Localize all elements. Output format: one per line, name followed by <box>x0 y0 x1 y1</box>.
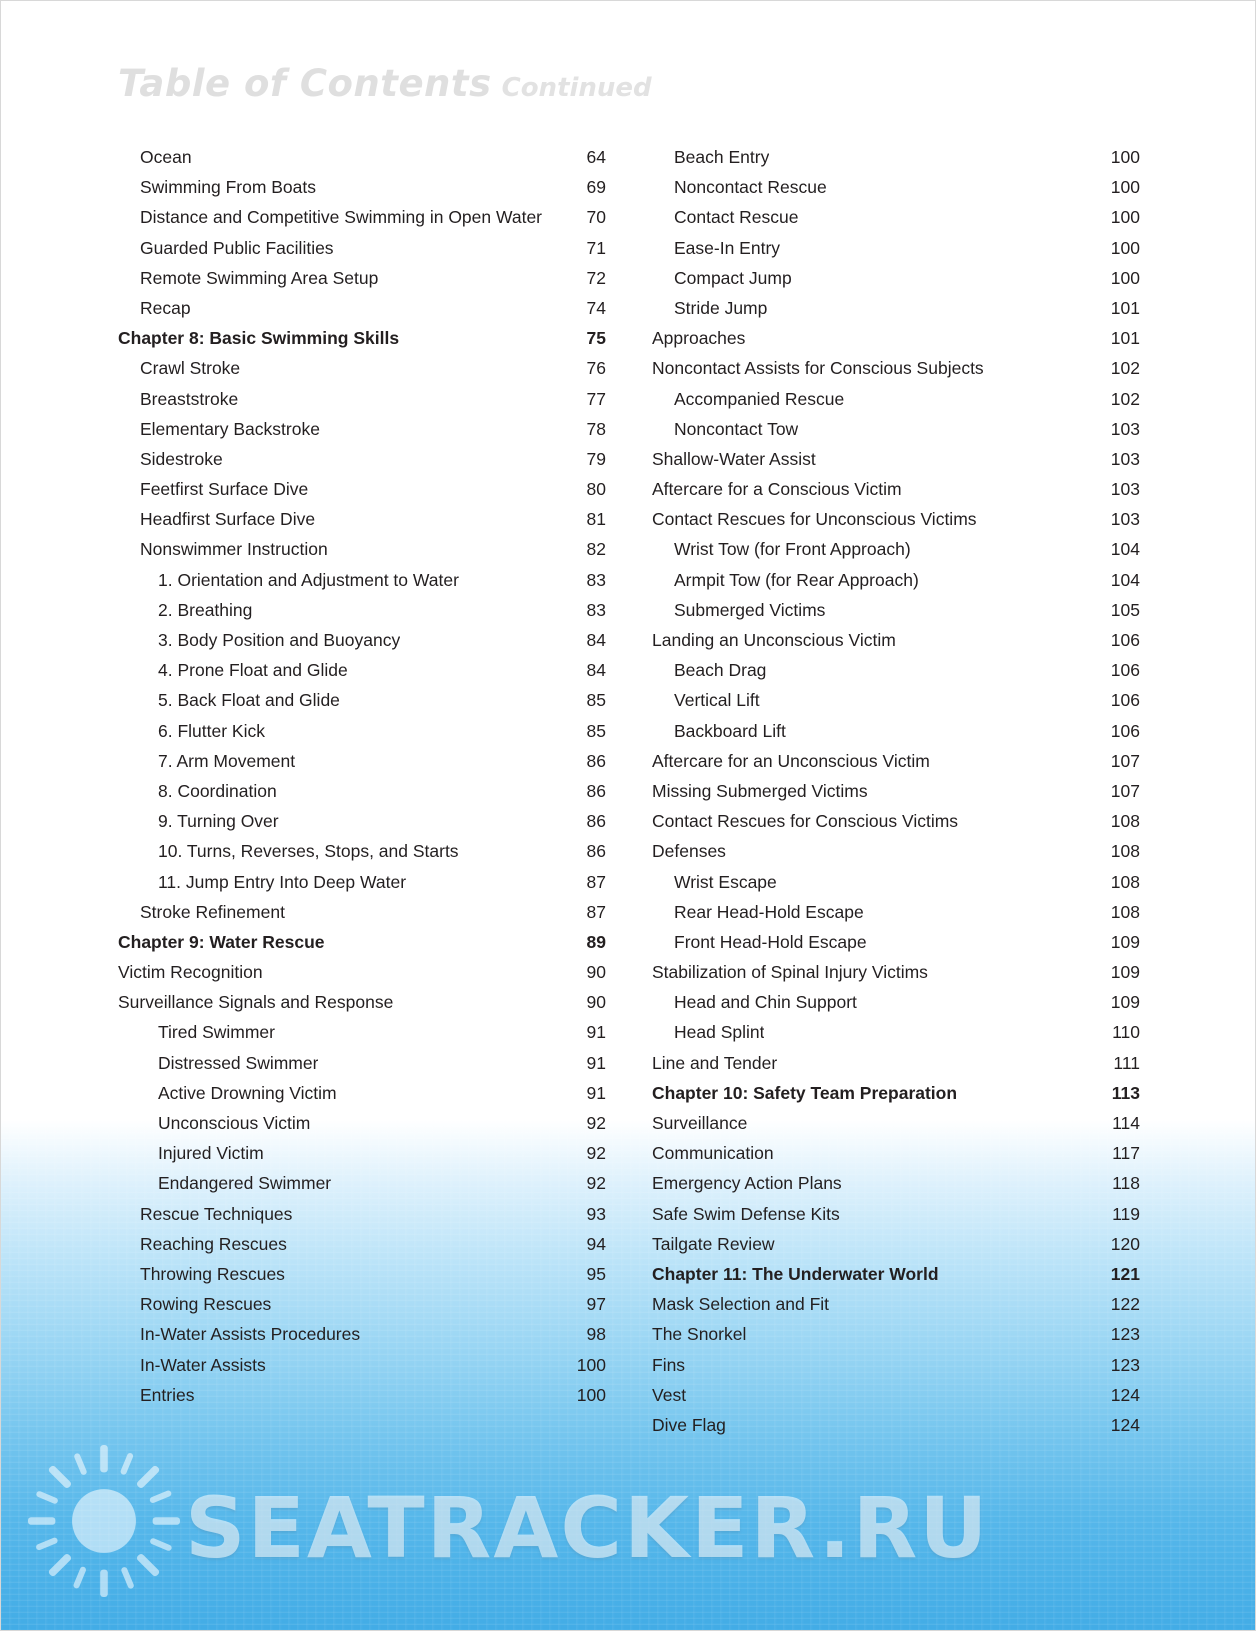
toc-entry-label: Stroke Refinement <box>140 901 285 922</box>
toc-entry-page-number: 84 <box>586 660 606 681</box>
toc-entry-page-number: 108 <box>1110 841 1140 862</box>
toc-entry-page-number: 87 <box>586 901 606 922</box>
toc-entry-row[interactable] <box>652 504 1140 534</box>
toc-entry-page-number: 111 <box>1113 1052 1140 1073</box>
toc-entry-page-number: 95 <box>586 1263 606 1284</box>
watermark-text: SEATRACKER.RU <box>185 1479 990 1577</box>
toc-entry-label: Noncontact Assists for Conscious Subjects <box>652 358 984 379</box>
toc-entry-row[interactable] <box>118 504 606 534</box>
toc-entry-row[interactable] <box>652 806 1140 836</box>
toc-entry-page-number: 120 <box>1110 1233 1140 1254</box>
toc-entry-page-number: 123 <box>1110 1354 1140 1375</box>
toc-entry-label: 10. Turns, Reverses, Stops, and Starts <box>158 841 459 862</box>
toc-entry-page-number: 98 <box>586 1324 606 1345</box>
toc-entry-row[interactable] <box>652 897 1140 927</box>
toc-entry-row[interactable] <box>652 172 1140 202</box>
toc-entry-page-number: 85 <box>586 690 606 711</box>
toc-entry-label: Stabilization of Spinal Injury Victims <box>652 962 928 983</box>
toc-entry-row[interactable] <box>118 1289 606 1319</box>
toc-entry-label: Beach Entry <box>674 147 770 167</box>
toc-entry-label: Elementary Backstroke <box>140 418 320 439</box>
toc-entry-page-number: 101 <box>1110 297 1140 318</box>
toc-entry-row[interactable] <box>118 534 606 564</box>
toc-entry-row[interactable] <box>118 474 606 504</box>
toc-entry-page-number: 92 <box>586 1143 606 1164</box>
toc-entry-row[interactable] <box>652 1410 1140 1440</box>
toc-entry-row[interactable] <box>118 836 606 866</box>
toc-entry-label: 9. Turning Over <box>158 811 279 832</box>
toc-entry-row[interactable] <box>118 655 606 685</box>
toc-entry-page-number: 106 <box>1110 630 1140 650</box>
toc-entry-row[interactable] <box>652 987 1140 1017</box>
toc-entry-label: Front Head-Hold Escape <box>674 931 867 952</box>
toc-entry-row[interactable] <box>118 1199 606 1229</box>
toc-entry-row[interactable] <box>652 1108 1140 1138</box>
toc-entry-label: Rowing Rescues <box>140 1294 272 1315</box>
toc-entry-page-number: 107 <box>1110 750 1140 771</box>
toc-entry-page-number: 100 <box>576 1354 606 1375</box>
toc-entry-page-number: 114 <box>1112 1113 1140 1133</box>
toc-entry-label: Wrist Tow (for Front Approach) <box>674 539 911 560</box>
toc-columns <box>118 142 1140 1440</box>
toc-entry-page-number: 119 <box>1112 1203 1140 1224</box>
toc-entry-page-number: 103 <box>1110 509 1140 530</box>
toc-entry-label: Communication <box>652 1143 774 1164</box>
toc-entry-label: Guarded Public Facilities <box>140 237 334 258</box>
toc-entry-label: Fins <box>652 1354 686 1375</box>
toc-entry-page-number: 81 <box>586 509 606 530</box>
toc-entry-label: Rear Head-Hold Escape <box>674 901 864 922</box>
toc-entry-label: Wrist Escape <box>674 871 777 892</box>
toc-entry-label: Chapter 8: Basic Swimming Skills <box>118 328 400 349</box>
toc-entry-label: Breaststroke <box>140 388 239 409</box>
page-header <box>118 62 652 105</box>
toc-entry-label: Chapter 9: Water Rescue <box>118 931 325 952</box>
toc-entry-page-number: 86 <box>586 811 606 832</box>
toc-entry-label: 3. Body Position and Buoyancy <box>158 630 401 650</box>
toc-entry-row[interactable] <box>118 1229 606 1259</box>
toc-entry-page-number: 80 <box>586 479 606 500</box>
toc-entry-label: 5. Back Float and Glide <box>158 690 340 711</box>
toc-entry-label: Aftercare for an Unconscious Victim <box>652 750 930 771</box>
toc-entry-label: Headfirst Surface Dive <box>140 509 316 530</box>
toc-entry-label: Recap <box>140 297 191 318</box>
toc-entry-label: Stride Jump <box>674 297 768 318</box>
toc-entry-label: Crawl Stroke <box>140 358 241 379</box>
toc-entry-page-number: 100 <box>1110 177 1140 198</box>
toc-entry-page-number: 78 <box>586 418 606 439</box>
toc-entry-label: Nonswimmer Instruction <box>140 539 328 560</box>
toc-entry-label: Missing Submerged Victims <box>652 780 868 801</box>
toc-entry-label: Approaches <box>652 328 746 349</box>
toc-entry-row[interactable] <box>652 927 1140 957</box>
toc-entry-page-number: 106 <box>1110 660 1140 681</box>
toc-entry-label: Distressed Swimmer <box>158 1052 319 1073</box>
toc-entry-label: Beach Drag <box>674 660 767 681</box>
toc-entry-label: Accompanied Rescue <box>674 388 845 409</box>
toc-entry-label: Entries <box>140 1384 195 1405</box>
toc-entry-row[interactable] <box>118 716 606 746</box>
toc-entry-row[interactable] <box>118 233 606 263</box>
toc-entry-row[interactable] <box>118 172 606 202</box>
toc-entry-page-number: 109 <box>1110 992 1140 1013</box>
toc-entry-row[interactable] <box>652 595 1140 625</box>
toc-entry-row[interactable] <box>118 444 606 474</box>
toc-entry-page-number: 121 <box>1110 1263 1140 1284</box>
toc-entry-page-number: 92 <box>586 1173 606 1194</box>
toc-entry-page-number: 97 <box>586 1294 606 1315</box>
toc-entry-label: Landing an Unconscious Victim <box>652 630 896 650</box>
toc-entry-row[interactable] <box>118 1259 606 1289</box>
toc-entry-label: Tired Swimmer <box>158 1022 275 1043</box>
toc-entry-row[interactable] <box>118 414 606 444</box>
toc-entry-row[interactable] <box>652 1289 1140 1319</box>
toc-entry-page-number: 102 <box>1110 358 1140 379</box>
toc-entry-page-number: 117 <box>1112 1143 1140 1164</box>
toc-entry-label: 11. Jump Entry Into Deep Water <box>158 871 407 892</box>
toc-entry-row[interactable] <box>652 746 1140 776</box>
toc-entry-page-number: 102 <box>1110 388 1140 409</box>
toc-entry-page-number: 82 <box>586 539 606 560</box>
toc-entry-label: In-Water Assists <box>140 1354 266 1375</box>
toc-entry-label: Active Drowning Victim <box>158 1082 337 1103</box>
toc-entry-page-number: 108 <box>1110 811 1140 832</box>
toc-entry-row[interactable] <box>652 1199 1140 1229</box>
toc-entry-label: Noncontact Tow <box>674 418 799 439</box>
toc-entry-label: Contact Rescues for Unconscious Victims <box>652 509 977 530</box>
toc-entry-label: 8. Coordination <box>158 780 277 801</box>
toc-entry-label: Armpit Tow (for Rear Approach) <box>674 569 919 590</box>
toc-entry-label: Endangered Swimmer <box>158 1173 332 1194</box>
toc-entry-label: Compact Jump <box>674 267 792 288</box>
toc-entry-label: 7. Arm Movement <box>158 750 296 771</box>
toc-entry-page-number: 100 <box>1110 237 1140 258</box>
page-title-continued: Continued <box>501 73 652 103</box>
toc-left-column <box>118 142 606 1440</box>
toc-entry-label: 4. Prone Float and Glide <box>158 660 348 681</box>
toc-entry-page-number: 109 <box>1110 931 1140 952</box>
toc-entry-row[interactable] <box>118 1380 606 1410</box>
toc-entry-page-number: 86 <box>586 841 606 862</box>
toc-entry-label: Backboard Lift <box>674 720 786 741</box>
toc-entry-row[interactable] <box>652 414 1140 444</box>
toc-entry-page-number: 103 <box>1110 479 1140 500</box>
toc-entry-page-number: 113 <box>1111 1082 1140 1103</box>
toc-entry-row[interactable] <box>652 655 1140 685</box>
toc-entry-label: 6. Flutter Kick <box>158 720 265 741</box>
toc-entry-label: Noncontact Rescue <box>674 177 827 198</box>
toc-entry-label: Vest <box>652 1384 687 1405</box>
toc-entry-row[interactable] <box>652 353 1140 383</box>
toc-entry-row[interactable] <box>652 836 1140 866</box>
toc-entry-page-number: 100 <box>1110 207 1140 228</box>
toc-entry-row[interactable] <box>652 202 1140 232</box>
toc-entry-row[interactable] <box>652 1168 1140 1198</box>
toc-entry-row[interactable] <box>652 1017 1140 1047</box>
toc-entry-label: Line and Tender <box>652 1052 778 1073</box>
page-title: Table of Contents <box>118 62 492 105</box>
toc-chapter-row[interactable] <box>118 927 606 957</box>
toc-entry-label: Reaching Rescues <box>140 1233 287 1254</box>
toc-entry-row[interactable] <box>652 444 1140 474</box>
toc-entry-page-number: 79 <box>586 448 606 469</box>
toc-entry-page-number: 104 <box>1110 569 1140 590</box>
toc-entry-label: Contact Rescue <box>674 207 799 228</box>
toc-entry-page-number: 87 <box>586 871 606 892</box>
toc-entry-row[interactable] <box>652 685 1140 715</box>
toc-entry-row[interactable] <box>652 1380 1140 1410</box>
toc-entry-label: The Snorkel <box>652 1324 747 1345</box>
toc-entry-label: Sidestroke <box>140 448 223 469</box>
toc-entry-row[interactable] <box>652 384 1140 414</box>
toc-entry-label: Ocean <box>140 147 192 167</box>
toc-entry-row[interactable] <box>118 1350 606 1380</box>
toc-entry-page-number: 101 <box>1110 328 1140 349</box>
toc-entry-row[interactable] <box>118 685 606 715</box>
toc-entry-page-number: 70 <box>586 207 606 228</box>
toc-entry-page-number: 100 <box>1110 267 1140 288</box>
toc-entry-label: Dive Flag <box>652 1414 726 1435</box>
toc-entry-row[interactable] <box>118 625 606 655</box>
toc-chapter-row[interactable] <box>652 1078 1140 1108</box>
toc-entry-label: Tailgate Review <box>652 1233 775 1254</box>
toc-entry-page-number: 91 <box>586 1052 606 1073</box>
toc-entry-row[interactable] <box>118 1048 606 1078</box>
toc-entry-row[interactable] <box>118 1078 606 1108</box>
toc-entry-row[interactable] <box>118 293 606 323</box>
toc-entry-label: Head Splint <box>674 1022 765 1043</box>
toc-right-column <box>652 142 1140 1440</box>
toc-entry-row[interactable] <box>118 384 606 414</box>
toc-entry-page-number: 74 <box>586 297 606 318</box>
toc-chapter-row[interactable] <box>652 1259 1140 1289</box>
toc-entry-page-number: 100 <box>1110 147 1140 167</box>
toc-entry-label: Submerged Victims <box>674 599 826 620</box>
toc-entry-page-number: 77 <box>586 388 606 409</box>
toc-entry-page-number: 91 <box>586 1082 606 1103</box>
toc-entry-page-number: 86 <box>586 750 606 771</box>
toc-entry-label: Injured Victim <box>158 1143 264 1164</box>
toc-entry-page-number: 124 <box>1110 1414 1140 1435</box>
toc-entry-page-number: 103 <box>1110 418 1140 439</box>
toc-entry-page-number: 90 <box>586 992 606 1013</box>
toc-entry-page-number: 64 <box>586 147 606 167</box>
toc-entry-row[interactable] <box>652 534 1140 564</box>
toc-entry-row[interactable] <box>652 776 1140 806</box>
toc-entry-row[interactable] <box>652 323 1140 353</box>
toc-entry-label: Head and Chin Support <box>674 992 857 1013</box>
toc-entry-row[interactable] <box>652 233 1140 263</box>
toc-entry-row[interactable] <box>652 565 1140 595</box>
toc-entry-row[interactable] <box>652 625 1140 655</box>
toc-entry-row[interactable] <box>118 776 606 806</box>
toc-entry-page-number: 69 <box>586 177 606 198</box>
toc-entry-label: Chapter 10: Safety Team Preparation <box>652 1082 958 1103</box>
toc-entry-page-number: 109 <box>1110 962 1140 983</box>
toc-entry-page-number: 124 <box>1110 1384 1140 1405</box>
toc-entry-label: Defenses <box>652 841 726 862</box>
toc-entry-row[interactable] <box>118 867 606 897</box>
toc-entry-label: Surveillance <box>652 1113 748 1133</box>
toc-entry-page-number: 122 <box>1110 1294 1140 1315</box>
toc-entry-row[interactable] <box>118 746 606 776</box>
toc-entry-label: Swimming From Boats <box>140 177 317 198</box>
toc-entry-page-number: 105 <box>1110 599 1140 620</box>
toc-entry-page-number: 71 <box>586 237 606 258</box>
toc-entry-row[interactable] <box>652 474 1140 504</box>
toc-entry-page-number: 108 <box>1110 901 1140 922</box>
toc-entry-row[interactable] <box>118 1108 606 1138</box>
toc-entry-page-number: 83 <box>586 569 606 590</box>
toc-entry-row[interactable] <box>118 957 606 987</box>
toc-entry-label: Shallow-Water Assist <box>652 448 816 469</box>
toc-entry-page-number: 85 <box>586 720 606 741</box>
toc-entry-row[interactable] <box>118 595 606 625</box>
toc-entry-row[interactable] <box>652 1048 1140 1078</box>
toc-entry-label: In-Water Assists Procedures <box>140 1324 361 1345</box>
toc-entry-page-number: 92 <box>586 1113 606 1133</box>
toc-chapter-row[interactable] <box>118 323 606 353</box>
toc-entry-row[interactable] <box>118 987 606 1017</box>
toc-entry-label: Ease-In Entry <box>674 237 781 258</box>
toc-entry-page-number: 108 <box>1110 871 1140 892</box>
toc-entry-label: Distance and Competitive Swimming in Open Water <box>140 207 543 228</box>
toc-entry-label: 2. Breathing <box>158 599 253 620</box>
toc-entry-page-number: 107 <box>1110 780 1140 801</box>
toc-entry-row[interactable] <box>652 1138 1140 1168</box>
toc-entry-page-number: 94 <box>586 1233 606 1254</box>
toc-entry-label: Mask Selection and Fit <box>652 1294 830 1315</box>
toc-entry-label: Contact Rescues for Conscious Victims <box>652 811 959 832</box>
toc-entry-label: Feetfirst Surface Dive <box>140 479 309 500</box>
toc-entry-label: 1. Orientation and Adjustment to Water <box>158 569 459 590</box>
toc-entry-page-number: 89 <box>586 931 606 952</box>
toc-entry-label: Safe Swim Defense Kits <box>652 1203 840 1224</box>
toc-entry-label: Rescue Techniques <box>140 1203 293 1224</box>
toc-entry-label: Aftercare for a Conscious Victim <box>652 479 902 500</box>
toc-entry-label: Emergency Action Plans <box>652 1173 842 1194</box>
toc-entry-label: Victim Recognition <box>118 962 263 983</box>
toc-entry-row[interactable] <box>118 897 606 927</box>
toc-entry-row[interactable] <box>118 1017 606 1047</box>
toc-entry-page-number: 118 <box>1112 1173 1140 1194</box>
toc-entry-label: Chapter 11: The Underwater World <box>652 1263 939 1284</box>
toc-entry-label: Surveillance Signals and Response <box>118 992 394 1013</box>
toc-entry-page-number: 90 <box>586 962 606 983</box>
toc-entry-page-number: 106 <box>1110 720 1140 741</box>
toc-entry-row[interactable] <box>118 142 606 172</box>
toc-entry-row[interactable] <box>652 867 1140 897</box>
toc-entry-row[interactable] <box>118 202 606 232</box>
toc-entry-label: Unconscious Victim <box>158 1113 311 1133</box>
toc-entry-page-number: 106 <box>1110 690 1140 711</box>
toc-entry-row[interactable] <box>652 1350 1140 1380</box>
toc-entry-row[interactable] <box>118 806 606 836</box>
toc-entry-row[interactable] <box>118 1319 606 1349</box>
toc-entry-label: Throwing Rescues <box>140 1263 285 1284</box>
toc-entry-label: Remote Swimming Area Setup <box>140 267 379 288</box>
toc-entry-page-number: 84 <box>586 630 606 650</box>
toc-entry-page-number: 104 <box>1110 539 1140 560</box>
toc-entry-page-number: 75 <box>586 328 606 349</box>
toc-entry-row[interactable] <box>118 1138 606 1168</box>
toc-entry-row[interactable] <box>118 353 606 383</box>
toc-entry-row[interactable] <box>118 565 606 595</box>
toc-entry-row[interactable] <box>652 957 1140 987</box>
toc-entry-page-number: 72 <box>586 267 606 288</box>
toc-entry-row[interactable] <box>652 293 1140 323</box>
toc-entry-page-number: 86 <box>586 780 606 801</box>
toc-entry-row[interactable] <box>652 142 1140 172</box>
toc-entry-page-number: 110 <box>1112 1022 1140 1043</box>
toc-entry-page-number: 91 <box>586 1022 606 1043</box>
toc-entry-row[interactable] <box>652 1229 1140 1259</box>
toc-entry-row[interactable] <box>652 716 1140 746</box>
toc-entry-page-number: 93 <box>586 1203 606 1224</box>
toc-entry-page-number: 76 <box>586 358 606 379</box>
toc-entry-page-number: 123 <box>1110 1324 1140 1345</box>
toc-entry-page-number: 103 <box>1110 448 1140 469</box>
toc-entry-page-number: 100 <box>576 1384 606 1405</box>
toc-entry-row[interactable] <box>118 1168 606 1198</box>
toc-entry-row[interactable] <box>652 263 1140 293</box>
toc-entry-row[interactable] <box>652 1319 1140 1349</box>
toc-entry-page-number: 83 <box>586 599 606 620</box>
toc-entry-row[interactable] <box>118 263 606 293</box>
toc-entry-label: Vertical Lift <box>674 690 760 711</box>
